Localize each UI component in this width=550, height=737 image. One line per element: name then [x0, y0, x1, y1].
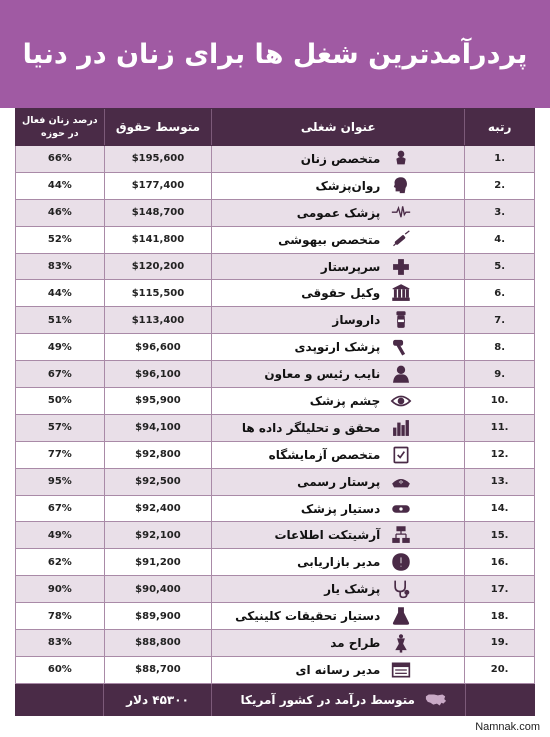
job-title: پزشک عمومی — [296, 205, 381, 220]
table-row — [15, 657, 535, 684]
rank-cell: 9. — [464, 361, 534, 387]
salary-cell: $95,900 — [104, 388, 212, 414]
salary-cell: $96,100 — [104, 361, 212, 387]
table-row — [15, 496, 535, 523]
job-cell — [211, 388, 464, 414]
salary-cell: $88,700 — [104, 657, 212, 683]
reflex-hammer-icon — [388, 336, 414, 358]
rank-cell: 20. — [464, 657, 534, 683]
footer-rank-cell — [465, 684, 535, 716]
job-cell — [211, 146, 464, 172]
job-cell — [211, 603, 464, 629]
women-percent-cell: 51% — [47, 314, 72, 326]
dress-form-icon — [388, 632, 414, 654]
job-cell — [211, 334, 464, 360]
women-percent-cell: 90% — [47, 583, 72, 595]
megaphone-icon — [388, 551, 414, 573]
rank-cell: 5. — [464, 254, 534, 280]
table-row — [15, 361, 535, 388]
women-percent-cell: 60% — [47, 664, 72, 676]
header-job-title: عنوان شغلی — [211, 109, 464, 145]
job-title: روان‌پزشک — [315, 178, 381, 193]
table-row — [15, 522, 535, 549]
table-row — [15, 334, 535, 361]
rank-cell: 15. — [464, 522, 534, 548]
footer-label-cell — [211, 684, 465, 716]
header-women-percent: درصد زنان فعال در حوزه — [21, 115, 98, 139]
rank-cell: 4. — [464, 227, 534, 253]
job-title: پزشک ارتوپدی — [294, 340, 381, 355]
eye-icon — [388, 390, 414, 412]
table-row — [15, 603, 535, 630]
rank-cell: 2. — [464, 173, 534, 199]
women-percent-cell: 67% — [47, 368, 72, 380]
women-percent-cell: 52% — [47, 234, 72, 246]
salary-cell: $89,900 — [104, 603, 212, 629]
table-row — [15, 469, 535, 496]
women-percent-cell: 66% — [47, 153, 72, 165]
table-row — [15, 415, 535, 442]
job-cell — [211, 657, 464, 683]
job-title: پزشک یار — [324, 582, 381, 597]
header-average-salary: متوسط حقوق — [104, 109, 212, 145]
footer-pct-cell — [15, 684, 103, 716]
salary-cell: $120,200 — [104, 254, 212, 280]
medical-cross-icon — [388, 256, 414, 278]
rank-cell: 18. — [464, 603, 534, 629]
job-title: آرشیتکت اطلاعات — [274, 528, 381, 543]
page-header — [0, 0, 550, 108]
salary-table — [15, 108, 535, 716]
rank-cell: 11. — [464, 415, 534, 441]
women-percent-cell: 49% — [47, 341, 72, 353]
women-percent-cell: 44% — [47, 180, 72, 192]
job-cell — [211, 415, 464, 441]
salary-cell: $92,800 — [104, 442, 212, 468]
job-cell — [211, 280, 464, 306]
salary-cell: $115,500 — [104, 280, 212, 306]
rank-cell: 10. — [464, 388, 534, 414]
job-title: پرستار رسمی — [297, 474, 381, 489]
job-cell — [211, 442, 464, 468]
job-title: سرپرستار — [320, 259, 381, 274]
footer-average-value: ۴۵۳۰۰ دلار — [103, 684, 211, 716]
salary-cell: $90,400 — [104, 576, 212, 602]
job-cell — [211, 254, 464, 280]
rank-cell: 8. — [464, 334, 534, 360]
salary-cell: $92,500 — [104, 469, 212, 495]
women-percent-cell: 78% — [47, 610, 72, 622]
flask-icon — [388, 605, 414, 627]
salary-cell: $92,400 — [104, 496, 212, 522]
rank-cell: 12. — [464, 442, 534, 468]
table-row — [15, 549, 535, 576]
job-title: محقق و تحلیلگر داده ها — [241, 420, 381, 435]
salary-cell: $96,600 — [104, 334, 212, 360]
watermark: Namnak.com — [475, 721, 540, 733]
job-title: داروساز — [332, 313, 381, 328]
job-title: متخصص بیهوشی — [278, 232, 381, 247]
job-cell — [211, 522, 464, 548]
salary-cell: $148,700 — [104, 200, 212, 226]
header-rank: رتبه — [464, 109, 534, 145]
table-header — [15, 108, 535, 146]
usa-map-icon — [423, 689, 449, 711]
salary-cell: $113,400 — [104, 307, 212, 333]
women-percent-cell: 83% — [47, 637, 72, 649]
job-title: دستیار پزشک — [300, 501, 381, 516]
women-percent-cell: 67% — [47, 503, 72, 515]
women-percent-cell: 50% — [47, 395, 72, 407]
job-title: چشم پزشک — [309, 393, 381, 408]
salary-cell: $91,200 — [104, 549, 212, 575]
job-cell — [211, 549, 464, 575]
syringe-icon — [388, 229, 414, 251]
nurse-cap-icon — [388, 471, 414, 493]
rank-cell: 19. — [464, 630, 534, 656]
table-row — [15, 307, 535, 334]
bandage-icon — [388, 498, 414, 520]
sitemap-icon — [388, 524, 414, 546]
head-brain-icon — [388, 175, 414, 197]
salary-cell: $88,800 — [104, 630, 212, 656]
rank-cell: 16. — [464, 549, 534, 575]
job-title: وکیل حقوقی — [301, 286, 381, 301]
courthouse-icon — [388, 282, 414, 304]
table-row — [15, 442, 535, 469]
rank-cell: 1. — [464, 146, 534, 172]
job-title: طراح مد — [330, 635, 381, 650]
job-title: دستیار تحقیقات کلینیکی — [235, 609, 381, 624]
women-percent-cell: 95% — [47, 476, 72, 488]
job-cell — [211, 469, 464, 495]
baby-icon — [388, 148, 414, 170]
rank-cell: 13. — [464, 469, 534, 495]
browser-window-icon — [388, 659, 414, 681]
salary-cell: $94,100 — [104, 415, 212, 441]
rank-cell: 6. — [464, 280, 534, 306]
page-title: پردرآمدترین شغل ها برای زنان در دنیا — [22, 38, 528, 70]
job-title: مدیر بازاریابی — [297, 555, 381, 570]
rank-cell: 3. — [464, 200, 534, 226]
table-row — [15, 280, 535, 307]
clipboard-check-icon — [388, 444, 414, 466]
table-row — [15, 173, 535, 200]
job-cell — [211, 173, 464, 199]
table-row — [15, 576, 535, 603]
stethoscope-icon — [388, 578, 414, 600]
rank-cell: 17. — [464, 576, 534, 602]
table-row — [15, 146, 535, 173]
pill-bottle-icon — [388, 309, 414, 331]
job-cell — [211, 307, 464, 333]
women-percent-cell: 83% — [47, 261, 72, 272]
women-percent-cell: 57% — [47, 422, 72, 434]
job-cell — [211, 361, 464, 387]
rank-cell: 7. — [464, 307, 534, 333]
table-row — [15, 630, 535, 657]
person-icon — [388, 363, 414, 385]
salary-cell: $195,600 — [104, 146, 212, 172]
table-footer — [15, 684, 535, 716]
women-percent-cell: 62% — [47, 556, 72, 568]
bar-chart-icon — [388, 417, 414, 439]
salary-cell: $92,100 — [104, 522, 212, 548]
job-cell — [211, 227, 464, 253]
women-percent-cell: 46% — [47, 207, 72, 219]
table-row — [15, 388, 535, 415]
job-title: متخصص زنان — [300, 151, 381, 166]
table-row — [15, 200, 535, 227]
salary-cell: $177,400 — [104, 173, 212, 199]
rank-cell: 14. — [464, 496, 534, 522]
footer-label: متوسط درآمد در کشور آمریکا — [240, 692, 415, 707]
women-percent-cell: 49% — [47, 529, 72, 541]
women-percent-cell: 44% — [47, 287, 72, 299]
job-title: مدیر رسانه ای — [295, 662, 381, 677]
women-percent-cell: 77% — [47, 449, 72, 461]
job-title: نایب رئیس و معاون — [264, 367, 381, 382]
job-cell — [211, 630, 464, 656]
table-row — [15, 227, 535, 254]
job-cell — [211, 496, 464, 522]
heartbeat-icon — [388, 202, 414, 224]
table-body — [15, 146, 535, 684]
job-title: متخصص آزمایشگاه — [268, 447, 381, 462]
job-cell — [211, 200, 464, 226]
job-cell — [211, 576, 464, 602]
salary-cell: $141,800 — [104, 227, 212, 253]
table-row — [15, 254, 535, 281]
